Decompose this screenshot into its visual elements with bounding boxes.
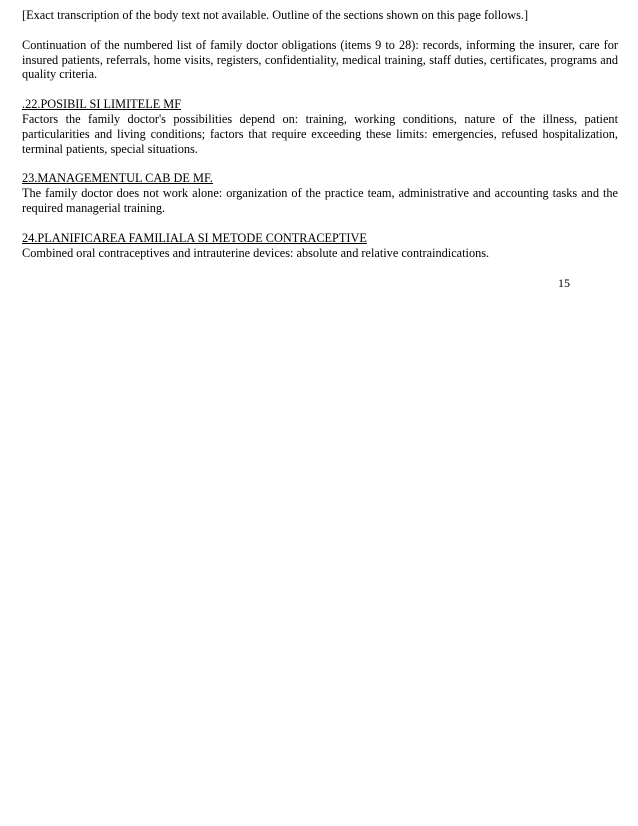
page-number: 15	[558, 276, 570, 291]
page	[22, 8, 618, 808]
section-24-summary: Combined oral contraceptives and intrauterine devices: absolute and relative contraindications.	[22, 245, 490, 260]
section-obligations-summary: Continuation of the numbered list of family doctor obligations (items 9 to 28): records, informing the insurer, care for insured patients, referrals, home visits, registers, confidentiality, medical training, staff duties, certificates, programs and quality criteria.	[22, 37, 618, 82]
section-22-summary: Factors the family doctor's possibilities depend on: training, working conditions, nature of the illness, patient particularities and living conditions; factors that require exceeding these limits: emergencies, refused hospitalization, terminal patients, special situations.	[22, 111, 618, 156]
heading-22: .22.POSIBIL SI LIMITELE MF	[22, 97, 182, 112]
notice: [Exact transcription of the body text not available. Outline of the sections shown on this page follows.]	[22, 8, 529, 22]
heading-24: 24.PLANIFICAREA FAMILIALA SI METODE CONTRACEPTIVE	[22, 230, 367, 245]
heading-23: 23.MANAGEMENTUL CAB DE MF.	[22, 171, 213, 186]
section-23-summary: The family doctor does not work alone: organization of the practice team, administrative and accounting tasks and the required managerial training.	[22, 186, 618, 215]
